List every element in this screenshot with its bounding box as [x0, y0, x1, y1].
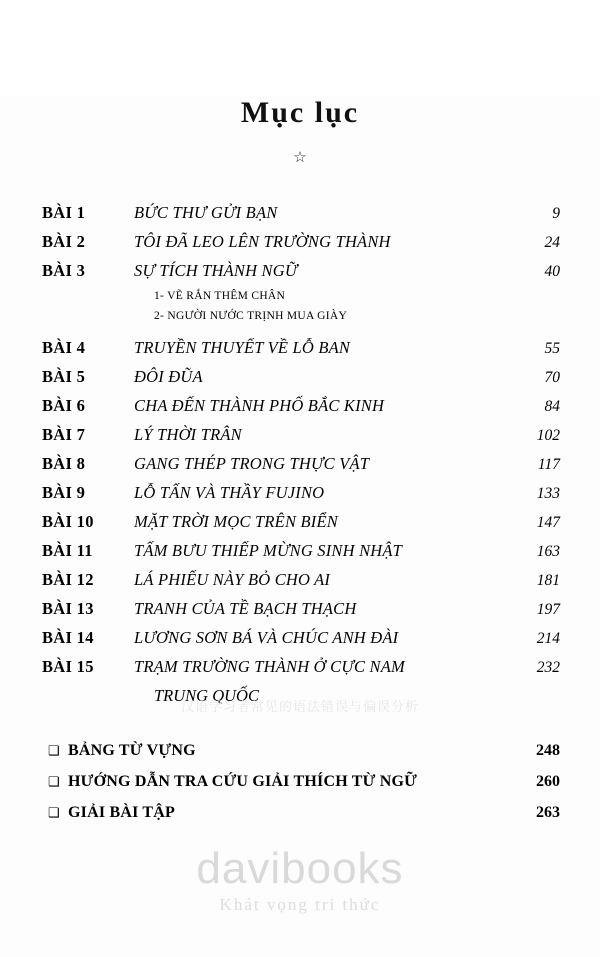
toc-page-number: 55 — [544, 340, 560, 357]
appendix-label: BẢNG TỪ VỰNG — [68, 742, 196, 759]
toc-page-number: 24 — [544, 234, 560, 251]
appendix-page-number: 260 — [536, 773, 560, 790]
watermark — [0, 844, 600, 915]
square-bullet-icon: ❑ — [48, 743, 60, 758]
appendix-row[interactable] — [42, 804, 560, 828]
toc-row[interactable] — [42, 512, 560, 539]
page-title: Mục lục — [240, 96, 360, 129]
toc-lesson-title: GANG THÉP TRONG THỰC VẬT — [134, 454, 370, 473]
toc-row[interactable] — [42, 483, 560, 510]
toc-row[interactable] — [42, 541, 560, 568]
appendix-page-number: 263 — [536, 804, 560, 821]
toc-lesson-number: BÀI 3 — [42, 261, 86, 280]
toc-lesson-title: LÝ THỜI TRÂN — [134, 425, 242, 444]
background-bleed-text: 汉语学习者常见的语法错误与偏误分析 — [180, 699, 419, 714]
table-of-contents — [0, 203, 600, 712]
toc-page-number: 84 — [544, 398, 560, 415]
toc-page-number: 147 — [536, 514, 560, 531]
toc-subitem[interactable] — [42, 290, 560, 310]
toc-lesson-number: BÀI 6 — [42, 396, 86, 415]
toc-lesson-number: BÀI 1 — [42, 203, 86, 222]
toc-title-continuation — [42, 686, 560, 712]
appendix-row[interactable] — [42, 773, 560, 797]
toc-lesson-title: TÔI ĐÃ LEO LÊN TRƯỜNG THÀNH — [134, 232, 391, 251]
appendix-page-number: 248 — [536, 742, 560, 759]
toc-row[interactable] — [42, 396, 560, 423]
toc-row[interactable] — [42, 425, 560, 452]
toc-subitem-label: 2- NGƯỜI NƯỚC TRỊNH MUA GIÀY — [154, 310, 348, 322]
toc-lesson-title: TRẠM TRƯỜNG THÀNH Ở CỰC NAM — [134, 657, 405, 676]
toc-lesson-number: BÀI 11 — [42, 541, 93, 560]
toc-lesson-title: LÁ PHIẾU NÀY BỎ CHO AI — [134, 570, 331, 589]
toc-page-number: 214 — [536, 630, 560, 647]
toc-page-number: 70 — [544, 369, 560, 386]
toc-lesson-number: BÀI 4 — [42, 338, 86, 357]
toc-row[interactable] — [42, 570, 560, 597]
toc-lesson-title: LỖ TẤN VÀ THẦY FUJINO — [134, 483, 325, 502]
toc-row[interactable] — [42, 203, 560, 230]
toc-lesson-title: MẶT TRỜI MỌC TRÊN BIỂN — [134, 512, 338, 531]
toc-row[interactable] — [42, 454, 560, 481]
watermark-tagline: Khát vọng tri thức — [219, 895, 381, 914]
toc-page-number: 197 — [536, 601, 560, 618]
toc-lesson-number: BÀI 14 — [42, 628, 94, 647]
toc-page-number: 133 — [536, 485, 560, 502]
document-page — [0, 96, 600, 957]
toc-page-number: 9 — [552, 205, 560, 222]
toc-lesson-title: TRANH CỦA TỀ BẠCH THẠCH — [134, 599, 357, 618]
toc-page-number: 232 — [536, 659, 560, 676]
toc-row[interactable] — [42, 628, 560, 655]
toc-subitem[interactable] — [42, 310, 560, 330]
appendix-row[interactable] — [42, 742, 560, 766]
toc-lesson-title: TRUYỀN THUYẾT VỀ LỖ BAN — [134, 338, 351, 357]
toc-lesson-number: BÀI 2 — [42, 232, 86, 251]
square-bullet-icon: ❑ — [48, 805, 60, 820]
toc-row[interactable] — [42, 232, 560, 259]
toc-row[interactable] — [42, 338, 560, 365]
toc-lesson-title: ĐÔI ĐŨA — [134, 367, 203, 386]
toc-lesson-number: BÀI 8 — [42, 454, 86, 473]
appendix-list — [0, 742, 600, 828]
toc-lesson-number: BÀI 13 — [42, 599, 94, 618]
toc-title-continuation-text: TRUNG QUỐC — [154, 686, 259, 705]
toc-subitem-label: 1- VẼ RẮN THÊM CHÂN — [154, 290, 286, 302]
toc-lesson-number: BÀI 5 — [42, 367, 86, 386]
toc-lesson-number: BÀI 9 — [42, 483, 86, 502]
toc-row[interactable] — [42, 367, 560, 394]
toc-lesson-number: BÀI 7 — [42, 425, 86, 444]
toc-page-number: 117 — [537, 456, 560, 473]
toc-lesson-title: BỨC THƯ GỬI BẠN — [134, 203, 278, 222]
toc-lesson-title: SỰ TÍCH THÀNH NGỮ — [134, 261, 298, 280]
toc-row[interactable] — [42, 599, 560, 626]
toc-lesson-number: BÀI 10 — [42, 512, 94, 531]
toc-lesson-number: BÀI 12 — [42, 570, 94, 589]
appendix-label: HƯỚNG DẪN TRA CỨU GIẢI THÍCH TỪ NGỮ — [68, 773, 418, 790]
watermark-brand: davibooks — [196, 844, 404, 893]
toc-row[interactable] — [42, 261, 560, 288]
toc-lesson-title: TẤM BƯU THIẾP MỪNG SINH NHẬT — [134, 541, 403, 560]
appendix-label: GIẢI BÀI TẬP — [68, 804, 176, 821]
toc-page-number: 102 — [536, 427, 560, 444]
toc-lesson-title: CHA ĐẾN THÀNH PHỐ BẮC KINH — [134, 396, 385, 415]
toc-row[interactable] — [42, 657, 560, 684]
square-bullet-icon: ❑ — [48, 774, 60, 789]
toc-page-number: 181 — [536, 572, 560, 589]
toc-page-number: 163 — [536, 543, 560, 560]
toc-lesson-title: LƯƠNG SƠN BÁ VÀ CHÚC ANH ĐÀI — [134, 628, 399, 647]
toc-lesson-number: BÀI 15 — [42, 657, 94, 676]
star-ornament-icon: ☆ — [293, 150, 307, 166]
toc-page-number: 40 — [544, 263, 560, 280]
